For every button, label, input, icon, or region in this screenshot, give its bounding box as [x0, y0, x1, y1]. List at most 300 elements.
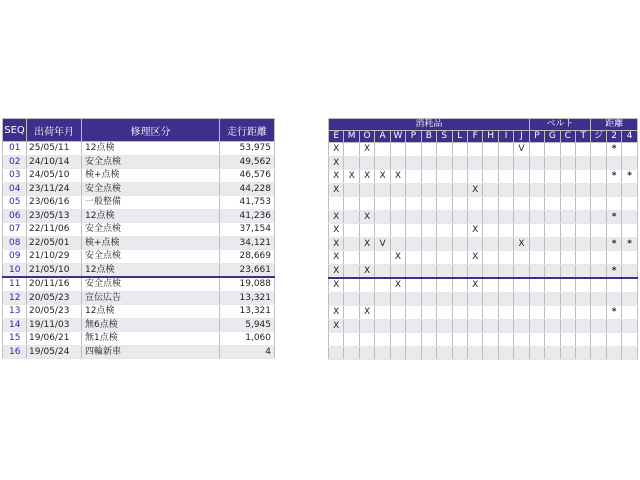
mark-cell: *: [606, 237, 621, 251]
mark-cell: [344, 292, 359, 306]
table-row: [3, 182, 275, 196]
right-column-header-row: [329, 131, 638, 143]
mark-cell: X: [359, 143, 374, 157]
mark-cell: [560, 237, 575, 251]
mark-cell: [359, 183, 374, 197]
mark-cell: [545, 170, 560, 184]
header-repair-type: 修理区分: [82, 119, 220, 142]
mark-cell: [375, 251, 390, 265]
repair-type-cell: 12点検: [82, 305, 220, 319]
mark-cell: [514, 306, 529, 320]
mark-cell: [576, 210, 591, 224]
mark-cell: [545, 251, 560, 265]
mark-cell: [483, 143, 498, 157]
table-row: [3, 169, 275, 183]
mark-cell: [421, 156, 436, 170]
mark-cell: [622, 224, 638, 238]
mark-cell: [375, 292, 390, 306]
mark-cell: [406, 183, 421, 197]
mark-cell: [329, 292, 344, 306]
mark-cell: [529, 183, 544, 197]
mark-cell: [498, 346, 513, 360]
ship-date-cell: 24/05/10: [27, 169, 82, 183]
mark-cell: [545, 306, 560, 320]
seq-cell: 09: [3, 250, 27, 264]
mark-cell: X: [359, 170, 374, 184]
column-header: ジ: [591, 131, 606, 143]
table-row: [3, 291, 275, 305]
mark-cell: [591, 237, 606, 251]
mark-cell: V: [375, 237, 390, 251]
mark-cell: [467, 143, 482, 157]
mark-cell: [622, 319, 638, 333]
mark-cell: [406, 143, 421, 157]
mileage-cell: 5,945: [220, 318, 275, 332]
mark-cell: [576, 306, 591, 320]
mark-cell: [344, 346, 359, 360]
mark-cell: [576, 292, 591, 306]
mark-cell: [498, 210, 513, 224]
mark-cell: [606, 278, 621, 292]
mark-cell: [406, 170, 421, 184]
mark-cell: X: [329, 306, 344, 320]
mark-cell: [467, 346, 482, 360]
ship-date-cell: 22/11/06: [27, 223, 82, 237]
mark-cell: [545, 156, 560, 170]
mark-cell: X: [390, 278, 405, 292]
mark-cell: [390, 319, 405, 333]
mark-cell: [529, 237, 544, 251]
mileage-cell: 13,321: [220, 305, 275, 319]
mark-cell: [545, 292, 560, 306]
mileage-cell: 46,576: [220, 169, 275, 183]
mark-cell: [437, 224, 452, 238]
mark-cell: [529, 264, 544, 278]
mark-cell: *: [606, 143, 621, 157]
column-header: C: [560, 131, 575, 143]
mark-cell: [545, 237, 560, 251]
mark-cell: [437, 264, 452, 278]
ship-date-cell: 20/05/23: [27, 291, 82, 305]
repair-type-cell: 安全点検: [82, 155, 220, 169]
mark-cell: [359, 156, 374, 170]
ship-date-cell: 24/10/14: [27, 155, 82, 169]
table-row: [3, 142, 275, 156]
mark-cell: X: [329, 210, 344, 224]
mark-cell: [375, 264, 390, 278]
table-row: [329, 224, 638, 238]
seq-cell: 12: [3, 291, 27, 305]
mark-cell: [406, 319, 421, 333]
mark-cell: [622, 210, 638, 224]
mark-cell: X: [329, 183, 344, 197]
mark-cell: [576, 197, 591, 211]
mark-cell: [498, 170, 513, 184]
maintenance-items-table: [328, 118, 638, 360]
mark-cell: [437, 306, 452, 320]
mark-cell: [576, 278, 591, 292]
mark-cell: [591, 346, 606, 360]
ship-date-cell: 21/10/29: [27, 250, 82, 264]
mark-cell: [406, 278, 421, 292]
mark-cell: [498, 264, 513, 278]
mark-cell: *: [622, 237, 638, 251]
mark-cell: [514, 346, 529, 360]
mark-cell: [591, 306, 606, 320]
repair-type-cell: 安全点検: [82, 223, 220, 237]
table-row: [3, 332, 275, 346]
mark-cell: [622, 278, 638, 292]
mark-cell: V: [514, 143, 529, 157]
mark-cell: [545, 197, 560, 211]
mark-cell: [498, 143, 513, 157]
mark-cell: [452, 319, 467, 333]
mark-cell: [545, 143, 560, 157]
mileage-cell: 41,753: [220, 196, 275, 210]
ship-date-cell: 19/06/21: [27, 332, 82, 346]
table-row: [329, 292, 638, 306]
mark-cell: X: [390, 170, 405, 184]
mark-cell: [483, 306, 498, 320]
repair-type-cell: 安全点検: [82, 250, 220, 264]
mark-cell: [421, 143, 436, 157]
service-history-table: [2, 118, 275, 359]
mark-cell: [406, 224, 421, 238]
column-header: A: [375, 131, 390, 143]
column-header: 4: [622, 131, 638, 143]
mark-cell: [576, 319, 591, 333]
column-header: J: [514, 131, 529, 143]
table-row: [329, 319, 638, 333]
mark-cell: [622, 306, 638, 320]
header-belt: ベルト: [529, 119, 591, 131]
mark-cell: [344, 264, 359, 278]
mark-cell: [483, 237, 498, 251]
seq-cell: 10: [3, 263, 27, 277]
column-header: S: [437, 131, 452, 143]
mark-cell: [421, 264, 436, 278]
table-row: [329, 278, 638, 292]
mark-cell: [421, 306, 436, 320]
mark-cell: [421, 170, 436, 184]
column-header: G: [545, 131, 560, 143]
mark-cell: [421, 278, 436, 292]
mark-cell: [576, 333, 591, 347]
left-header-row: [3, 119, 275, 142]
mark-cell: [483, 278, 498, 292]
header-seq: SEQ: [3, 119, 27, 142]
mark-cell: [390, 306, 405, 320]
table-row: [329, 210, 638, 224]
mark-cell: [498, 224, 513, 238]
mark-cell: [344, 183, 359, 197]
mark-cell: [622, 251, 638, 265]
mileage-cell: 23,661: [220, 263, 275, 277]
mark-cell: [437, 251, 452, 265]
mark-cell: [591, 156, 606, 170]
repair-type-cell: 検+点検: [82, 169, 220, 183]
mark-cell: [529, 251, 544, 265]
mark-cell: [452, 306, 467, 320]
mark-cell: [467, 210, 482, 224]
mark-cell: X: [329, 170, 344, 184]
mileage-cell: 13,321: [220, 291, 275, 305]
mark-cell: [483, 170, 498, 184]
mark-cell: [576, 156, 591, 170]
mark-cell: [452, 278, 467, 292]
mark-cell: [452, 197, 467, 211]
mark-cell: X: [329, 237, 344, 251]
mark-cell: [498, 333, 513, 347]
mark-cell: [514, 251, 529, 265]
mark-cell: [576, 183, 591, 197]
mark-cell: X: [329, 156, 344, 170]
table-row: [3, 236, 275, 250]
mark-cell: [437, 183, 452, 197]
mark-cell: X: [359, 306, 374, 320]
mark-cell: [467, 306, 482, 320]
mark-cell: [467, 156, 482, 170]
mark-cell: [591, 170, 606, 184]
mark-cell: [390, 264, 405, 278]
mark-cell: [576, 251, 591, 265]
mark-cell: [437, 278, 452, 292]
mark-cell: [359, 319, 374, 333]
mark-cell: [437, 346, 452, 360]
table-row: [329, 183, 638, 197]
mark-cell: [514, 156, 529, 170]
mileage-cell: 19,088: [220, 277, 275, 291]
mark-cell: [529, 346, 544, 360]
ship-date-cell: 21/05/10: [27, 263, 82, 277]
mark-cell: [344, 237, 359, 251]
table-row: [329, 237, 638, 251]
mark-cell: [483, 292, 498, 306]
mark-cell: [591, 183, 606, 197]
mark-cell: [560, 183, 575, 197]
mileage-cell: 1,060: [220, 332, 275, 346]
mark-cell: [560, 292, 575, 306]
header-mileage: 走行距離: [220, 119, 275, 142]
mark-cell: [622, 143, 638, 157]
mark-cell: [576, 237, 591, 251]
mileage-cell: 49,562: [220, 155, 275, 169]
mark-cell: X: [390, 251, 405, 265]
mark-cell: [545, 183, 560, 197]
table-row: [329, 143, 638, 157]
repair-type-cell: 12点検: [82, 263, 220, 277]
mark-cell: [390, 237, 405, 251]
table-row: [329, 197, 638, 211]
mark-cell: [606, 156, 621, 170]
mark-cell: [483, 333, 498, 347]
mark-cell: [406, 264, 421, 278]
mark-cell: [498, 156, 513, 170]
mark-cell: [421, 237, 436, 251]
mark-cell: X: [329, 278, 344, 292]
seq-cell: 07: [3, 223, 27, 237]
mark-cell: [344, 319, 359, 333]
right-group-header-row: [329, 119, 638, 131]
mark-cell: [375, 319, 390, 333]
mark-cell: [514, 210, 529, 224]
mileage-cell: 44,228: [220, 182, 275, 196]
mark-cell: X: [467, 224, 482, 238]
seq-cell: 02: [3, 155, 27, 169]
mark-cell: [375, 224, 390, 238]
mark-cell: [591, 278, 606, 292]
mark-cell: [406, 156, 421, 170]
table-row: [3, 223, 275, 237]
mark-cell: [467, 237, 482, 251]
mark-cell: [529, 197, 544, 211]
mark-cell: X: [329, 264, 344, 278]
mark-cell: [344, 251, 359, 265]
mark-cell: [452, 183, 467, 197]
mark-cell: [406, 306, 421, 320]
table-row: [3, 318, 275, 332]
mark-cell: [421, 251, 436, 265]
mark-cell: [375, 306, 390, 320]
mark-cell: [452, 237, 467, 251]
mark-cell: [390, 210, 405, 224]
mark-cell: [483, 251, 498, 265]
mark-cell: [437, 292, 452, 306]
mark-cell: [406, 292, 421, 306]
mileage-cell: 37,154: [220, 223, 275, 237]
mark-cell: [437, 197, 452, 211]
mark-cell: [591, 292, 606, 306]
mark-cell: [529, 306, 544, 320]
mark-cell: [560, 251, 575, 265]
seq-cell: 06: [3, 209, 27, 223]
mark-cell: [375, 210, 390, 224]
ship-date-cell: 25/05/11: [27, 142, 82, 156]
seq-cell: 05: [3, 196, 27, 210]
mileage-cell: 41,236: [220, 209, 275, 223]
mark-cell: [529, 170, 544, 184]
mark-cell: [560, 264, 575, 278]
seq-cell: 16: [3, 345, 27, 359]
mark-cell: X: [359, 264, 374, 278]
mark-cell: *: [606, 264, 621, 278]
column-header: L: [452, 131, 467, 143]
mark-cell: [421, 197, 436, 211]
mark-cell: [437, 319, 452, 333]
seq-cell: 08: [3, 236, 27, 250]
ship-date-cell: 20/11/16: [27, 277, 82, 291]
mark-cell: X: [514, 237, 529, 251]
ship-date-cell: 20/05/23: [27, 305, 82, 319]
mark-cell: [606, 319, 621, 333]
mark-cell: [452, 210, 467, 224]
mark-cell: [390, 346, 405, 360]
mark-cell: *: [606, 210, 621, 224]
mark-cell: [344, 143, 359, 157]
column-header: P: [406, 131, 421, 143]
mark-cell: X: [359, 210, 374, 224]
mark-cell: [591, 224, 606, 238]
seq-cell: 11: [3, 277, 27, 291]
mark-cell: [421, 333, 436, 347]
mark-cell: [622, 156, 638, 170]
mark-cell: [344, 197, 359, 211]
mark-cell: [467, 319, 482, 333]
mark-cell: [529, 319, 544, 333]
mark-cell: [576, 170, 591, 184]
mark-cell: [514, 333, 529, 347]
mark-cell: [390, 333, 405, 347]
mark-cell: [483, 156, 498, 170]
mark-cell: [560, 143, 575, 157]
mark-cell: [560, 278, 575, 292]
repair-type-cell: 安全点検: [82, 182, 220, 196]
mark-cell: [514, 197, 529, 211]
mark-cell: [622, 197, 638, 211]
table-row: [3, 196, 275, 210]
table-row: [329, 156, 638, 170]
mark-cell: [329, 197, 344, 211]
mark-cell: [452, 251, 467, 265]
ship-date-cell: 23/06/16: [27, 196, 82, 210]
mark-cell: [545, 210, 560, 224]
mark-cell: [498, 292, 513, 306]
mark-cell: [344, 306, 359, 320]
mark-cell: [390, 197, 405, 211]
mark-cell: [529, 333, 544, 347]
mark-cell: [529, 224, 544, 238]
ship-date-cell: 19/11/03: [27, 318, 82, 332]
mark-cell: [452, 346, 467, 360]
mark-cell: [344, 278, 359, 292]
mark-cell: [529, 210, 544, 224]
mark-cell: [421, 292, 436, 306]
mark-cell: [483, 197, 498, 211]
mark-cell: [421, 210, 436, 224]
mark-cell: [375, 278, 390, 292]
mark-cell: [467, 292, 482, 306]
mark-cell: [390, 292, 405, 306]
mark-cell: [483, 183, 498, 197]
mark-cell: [375, 183, 390, 197]
ship-date-cell: 22/05/01: [27, 236, 82, 250]
mark-cell: [560, 224, 575, 238]
mark-cell: [514, 319, 529, 333]
mark-cell: [452, 292, 467, 306]
column-header: I: [498, 131, 513, 143]
table-row: [329, 170, 638, 184]
mileage-cell: 28,669: [220, 250, 275, 264]
mark-cell: [514, 183, 529, 197]
mark-cell: [390, 224, 405, 238]
mark-cell: [576, 143, 591, 157]
mark-cell: X: [329, 143, 344, 157]
table-row: [3, 305, 275, 319]
mark-cell: [359, 251, 374, 265]
mark-cell: [606, 183, 621, 197]
mark-cell: [591, 251, 606, 265]
header-distance: 距離: [591, 119, 638, 131]
mark-cell: [545, 319, 560, 333]
mark-cell: [467, 264, 482, 278]
table-row: [3, 263, 275, 277]
mark-cell: X: [467, 278, 482, 292]
mark-cell: [591, 197, 606, 211]
mark-cell: [498, 319, 513, 333]
mark-cell: [498, 197, 513, 211]
column-header: W: [390, 131, 405, 143]
mark-cell: [375, 197, 390, 211]
